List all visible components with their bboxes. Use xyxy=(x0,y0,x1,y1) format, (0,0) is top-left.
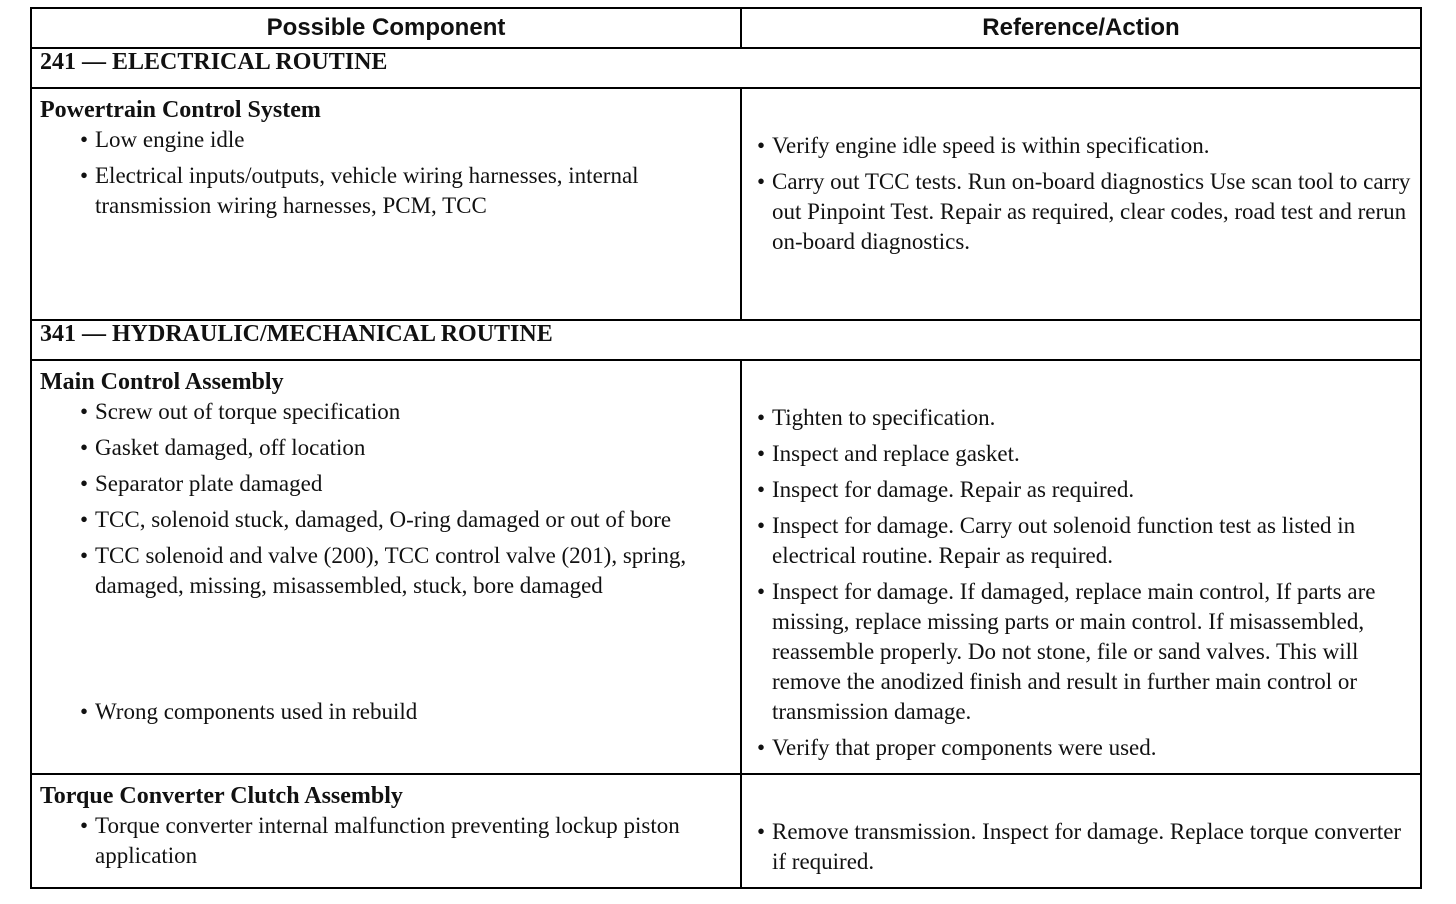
action-item: • Tighten to specification. xyxy=(772,403,1412,433)
component-item: • Low engine idle xyxy=(95,125,732,155)
action-item: • Verify that proper components were used. xyxy=(772,733,1412,763)
component-item: • Electrical inputs/outputs, vehicle wiring harnesses, internal transmission wiring harnesses, PCM, TCC xyxy=(95,161,732,221)
col-header-possible-component: Possible Component xyxy=(31,8,741,48)
component-cell xyxy=(31,360,741,774)
action-item: • Inspect and replace gasket. xyxy=(772,439,1412,469)
group-title: Powertrain Control System xyxy=(40,97,321,123)
group-row-torque-converter-clutch xyxy=(31,774,1421,888)
component-cell xyxy=(31,774,741,888)
component-list xyxy=(95,811,732,871)
component-cell xyxy=(31,88,741,320)
component-item: • Separator plate damaged xyxy=(95,469,732,499)
action-item: • Inspect for damage. If damaged, replace main control, If parts are missing, replace missing parts or main control. If misassembled, reassemble properly. Do not stone, file or sand valves. This will remove the anodized finish and result in further main control or transmission damage. xyxy=(772,577,1412,727)
component-list xyxy=(95,397,732,727)
action-list xyxy=(772,817,1412,877)
component-item: • Wrong components used in rebuild xyxy=(95,697,732,727)
group-row-powertrain-control xyxy=(31,88,1421,320)
group-title: Main Control Assembly xyxy=(40,369,284,395)
table-header-row xyxy=(31,8,1421,48)
group-title: Torque Converter Clutch Assembly xyxy=(40,783,403,809)
action-list xyxy=(772,131,1412,257)
action-list xyxy=(772,403,1412,763)
action-item: • Remove transmission. Inspect for damage. Replace torque converter if required. xyxy=(772,817,1412,877)
component-item: • TCC, solenoid stuck, damaged, O-ring damaged or out of bore xyxy=(95,505,732,535)
action-item: • Inspect for damage. Carry out solenoid function test as listed in electrical routine. Repair as required. xyxy=(772,511,1412,571)
component-item: • Torque converter internal malfunction preventing lockup piston application xyxy=(95,811,732,871)
component-item: • TCC solenoid and valve (200), TCC control valve (201), spring, damaged, missing, misassembled, stuck, bore damaged xyxy=(95,541,732,691)
col-header-reference-action: Reference/Action xyxy=(741,8,1421,48)
group-row-main-control xyxy=(31,360,1421,774)
action-item: • Verify engine idle speed is within specification. xyxy=(772,131,1412,161)
section-row-electrical xyxy=(31,48,1421,88)
component-list xyxy=(95,125,732,221)
section-title: 341 — HYDRAULIC/MECHANICAL ROUTINE xyxy=(31,320,1421,360)
action-cell xyxy=(741,88,1421,320)
section-row-hydraulic-mechanical xyxy=(31,320,1421,360)
section-title: 241 — ELECTRICAL ROUTINE xyxy=(31,48,1421,88)
action-item: • Carry out TCC tests. Run on-board diagnostics Use scan tool to carry out Pinpoint Test. Repair as required, clear codes, road test and rerun on-board diagnostics. xyxy=(772,167,1412,257)
action-item: • Inspect for damage. Repair as required. xyxy=(772,475,1412,505)
component-item: • Gasket damaged, off location xyxy=(95,433,732,463)
diagnosis-table xyxy=(30,7,1422,889)
component-item: • Screw out of torque specification xyxy=(95,397,732,427)
action-cell xyxy=(741,360,1421,774)
action-cell xyxy=(741,774,1421,888)
